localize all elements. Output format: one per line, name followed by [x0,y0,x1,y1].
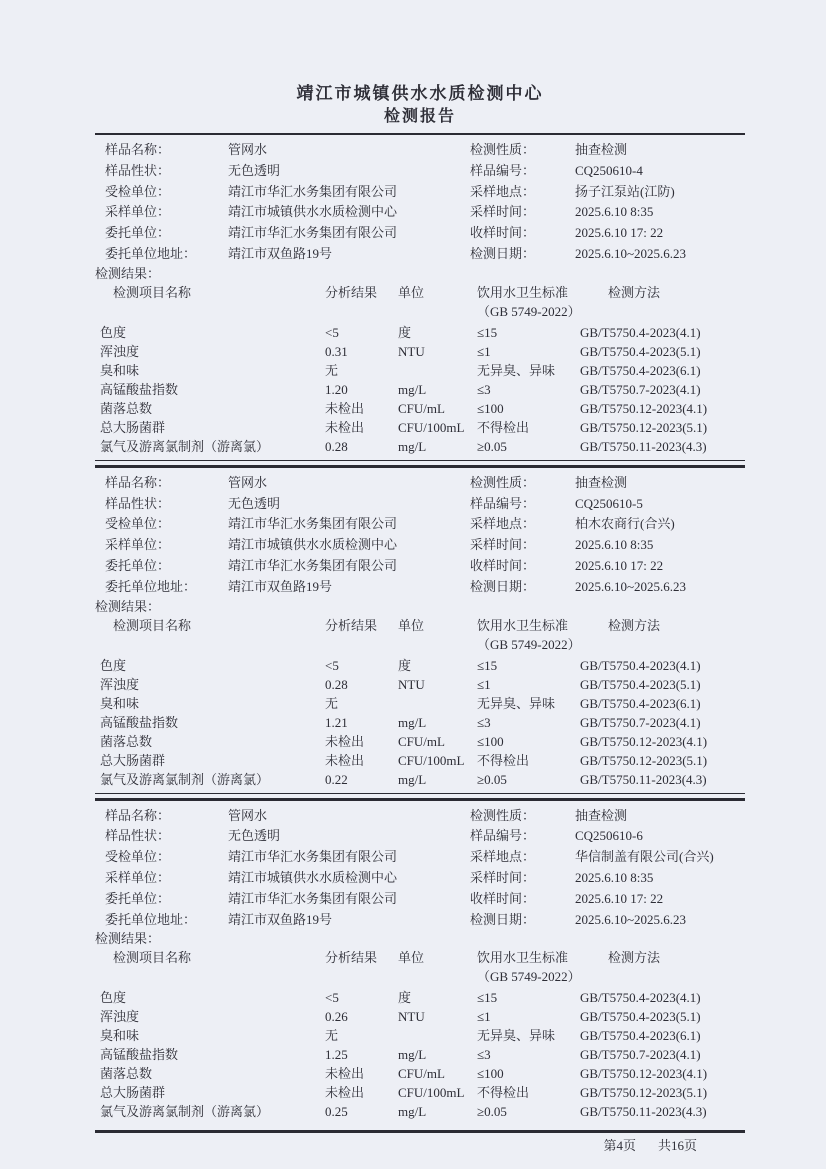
analysis-result: 无 [325,362,339,378]
standard-limit: 不得检出 [477,752,530,768]
sample-info [95,468,745,598]
sample-no-value: CQ250610-4 [575,162,643,178]
entrusting-unit-address-label: 委托单位地址： [105,245,197,261]
results-heading: 检测结果： [95,265,161,281]
analysis-result: <5 [325,657,339,673]
analysis-result: 未检出 [325,733,365,749]
sample-name-value: 管网水 [228,807,268,823]
parameter-name: 浑浊度 [100,1009,140,1025]
parameter-name: 菌落总数 [100,1066,153,1082]
result-row [95,1007,745,1026]
entrusting-unit-value: 靖江市华汇水务集团有限公司 [228,225,398,241]
unit-value: NTU [398,676,425,692]
unit-value: CFU/mL [398,400,445,416]
unit-value: mg/L [398,438,427,454]
entrusting-unit-value: 靖江市华汇水务集团有限公司 [228,890,398,906]
parameter-name: 臭和味 [100,362,140,378]
report-title: 检测报告 [383,108,456,125]
standard-limit: ≥0.05 [477,1104,507,1120]
results-table [95,616,745,794]
result-row [95,1064,745,1083]
test-date-label: 检测日期： [470,911,536,927]
sampling-unit-value: 靖江市城镇供水水质检测中心 [228,204,398,220]
unit-value: 度 [398,324,412,340]
result-row [95,1026,745,1045]
result-row [95,437,745,456]
receiving-time-value: 2025.6.10 17: 22 [575,890,664,906]
org-title: 靖江市城镇供水水质检测中心 [296,84,544,103]
standard-limit: ≥0.05 [477,438,507,454]
test-date-label: 检测日期： [470,245,536,261]
inspected-unit-value: 靖江市华汇水务集团有限公司 [228,516,398,532]
inspected-unit-label: 受检单位： [105,183,171,199]
report-header [95,0,745,135]
sample-appearance-value: 无色透明 [228,828,281,844]
sampling-unit-value: 靖江市城镇供水水质检测中心 [228,869,398,885]
results-table-body [95,656,745,789]
parameter-name: 高锰酸盐指数 [100,381,179,397]
sampling-time-value: 2025.6.10 8:35 [575,204,654,220]
test-method: GB/T5750.4-2023(5.1) [580,343,701,359]
unit-value: mg/L [398,771,427,787]
result-row [95,361,745,380]
sampling-location-label: 采样地点： [470,516,536,532]
col-parameter-header: 检测项目名称 [113,284,192,300]
standard-limit: 无异臭、异味 [477,362,556,378]
test-method: GB/T5750.12-2023(4.1) [580,1066,708,1082]
receiving-time-label: 收样时间： [470,225,536,241]
col-standard-code: （GB 5749-2022） [477,636,581,652]
result-row [95,380,745,399]
result-row [95,1083,745,1102]
standard-limit: ≤1 [477,676,491,692]
sampling-location-value: 华信制盖有限公司(合兴) [575,849,714,865]
sample-name-label: 样品名称： [105,474,171,490]
col-unit-header: 单位 [398,284,425,300]
col-standard-header [477,948,580,986]
inspected-unit-value: 靖江市华汇水务集团有限公司 [228,849,398,865]
result-row [95,1045,745,1064]
report-section [95,801,745,1134]
result-row [95,675,745,694]
unit-value [398,694,477,713]
unit-value: CFU/mL [398,733,445,749]
entrusting-unit-label: 委托单位： [105,890,171,906]
result-row [95,342,745,361]
test-method: GB/T5750.12-2023(5.1) [580,1085,708,1101]
test-method: GB/T5750.4-2023(4.1) [580,657,701,673]
result-row [95,713,745,732]
results-table-header [95,616,745,654]
col-parameter-header: 检测项目名称 [113,617,192,633]
analysis-result: 0.22 [325,771,348,787]
col-standard-code: （GB 5749-2022） [477,303,581,319]
sampling-unit-label: 采样单位： [105,869,171,885]
result-row [95,1102,745,1121]
result-row [95,399,745,418]
result-row [95,770,745,789]
results-heading: 检测结果： [95,931,161,947]
test-method: GB/T5750.4-2023(4.1) [580,324,701,340]
results-table-header [95,948,745,986]
parameter-name: 色度 [100,990,127,1006]
test-date-value: 2025.6.10~2025.6.23 [575,245,687,261]
test-method: GB/T5750.4-2023(6.1) [580,695,701,711]
parameter-name: 氯气及游离氯制剂（游离氯） [100,1104,270,1120]
sample-no-label: 样品编号： [470,162,536,178]
receiving-time-label: 收样时间： [470,557,536,573]
standard-limit: 无异臭、异味 [477,1028,556,1044]
results-heading: 检测结果： [95,598,161,614]
sampling-time-label: 采样时间： [470,204,536,220]
unit-value: CFU/100mL [398,1085,465,1101]
analysis-result: 0.28 [325,676,348,692]
sample-appearance-label: 样品性状： [105,828,171,844]
sampling-unit-value: 靖江市城镇供水水质检测中心 [228,537,398,553]
col-method-header: 检测方法 [608,950,661,966]
unit-value: mg/L [398,1104,427,1120]
parameter-name: 总大肠菌群 [100,1085,166,1101]
analysis-result: 未检出 [325,1085,365,1101]
report-section [95,468,745,801]
test-date-value: 2025.6.10~2025.6.23 [575,911,687,927]
test-method: GB/T5750.12-2023(5.1) [580,419,708,435]
sampling-time-label: 采样时间： [470,869,536,885]
sampling-location-label: 采样地点： [470,849,536,865]
test-method: GB/T5750.12-2023(4.1) [580,400,708,416]
sampling-time-value: 2025.6.10 8:35 [575,537,654,553]
analysis-result: 未检出 [325,752,365,768]
sampling-location-label: 采样地点： [470,183,536,199]
col-standard-code: （GB 5749-2022） [477,969,581,985]
test-method: GB/T5750.4-2023(4.1) [580,990,701,1006]
analysis-result: 0.31 [325,343,348,359]
test-date-value: 2025.6.10~2025.6.23 [575,578,687,594]
footer-page-number: 第4页 [603,1138,636,1154]
unit-value [398,361,477,380]
analysis-result: 0.28 [325,438,348,454]
col-unit-header: 单位 [398,617,425,633]
unit-value: mg/L [398,1047,427,1063]
test-nature-label: 检测性质： [470,474,536,490]
parameter-name: 色度 [100,657,127,673]
unit-value: 度 [398,990,412,1006]
test-method: GB/T5750.11-2023(4.3) [580,1104,707,1120]
test-date-label: 检测日期： [470,578,536,594]
col-method-header: 检测方法 [608,284,661,300]
unit-value: mg/L [398,381,427,397]
unit-value: CFU/100mL [398,419,465,435]
parameter-name: 臭和味 [100,1028,140,1044]
test-method: GB/T5750.12-2023(4.1) [580,733,708,749]
inspected-unit-value: 靖江市华汇水务集团有限公司 [228,183,398,199]
entrusting-unit-address-value: 靖江市双鱼路19号 [228,578,333,594]
sampling-location-value: 扬子江泵站(江防) [575,183,675,199]
parameter-name: 菌落总数 [100,400,153,416]
test-method: GB/T5750.4-2023(5.1) [580,1009,701,1025]
standard-limit: ≥0.05 [477,771,507,787]
analysis-result: 无 [325,695,339,711]
results-table [95,283,745,461]
col-parameter-header: 检测项目名称 [113,950,192,966]
receiving-time-value: 2025.6.10 17: 22 [575,557,664,573]
receiving-time-label: 收样时间： [470,890,536,906]
result-row [95,988,745,1007]
analysis-result: 1.25 [325,1047,348,1063]
unit-value: CFU/mL [398,1066,445,1082]
analysis-result: <5 [325,324,339,340]
page-footer [95,1136,745,1156]
result-row [95,656,745,675]
sampling-time-value: 2025.6.10 8:35 [575,869,654,885]
parameter-name: 菌落总数 [100,733,153,749]
test-nature-value: 抽查检测 [575,807,628,823]
analysis-result: 未检出 [325,400,365,416]
standard-limit: ≤1 [477,1009,491,1025]
standard-limit: ≤100 [477,1066,504,1082]
col-standard-title: 饮用水卫生标准 [477,950,569,966]
unit-value: mg/L [398,714,427,730]
sample-name-value: 管网水 [228,474,268,490]
test-nature-value: 抽查检测 [575,474,628,490]
test-method: GB/T5750.7-2023(4.1) [580,714,701,730]
standard-limit: ≤15 [477,324,498,340]
sample-no-label: 样品编号： [470,828,536,844]
col-unit-header: 单位 [398,950,425,966]
analysis-result: <5 [325,990,339,1006]
parameter-name: 浑浊度 [100,343,140,359]
analysis-result: 0.25 [325,1104,348,1120]
parameter-name: 氯气及游离氯制剂（游离氯） [100,438,270,454]
parameter-name: 高锰酸盐指数 [100,1047,179,1063]
test-nature-label: 检测性质： [470,142,536,157]
result-row [95,694,745,713]
receiving-time-value: 2025.6.10 17: 22 [575,225,664,241]
entrusting-unit-label: 委托单位： [105,557,171,573]
test-method: GB/T5750.11-2023(4.3) [580,438,707,454]
entrusting-unit-address-value: 靖江市双鱼路19号 [228,911,333,927]
sampling-unit-label: 采样单位： [105,537,171,553]
unit-value: CFU/100mL [398,752,465,768]
inspected-unit-label: 受检单位： [105,849,171,865]
test-nature-value: 抽查检测 [575,142,628,157]
result-row [95,751,745,770]
standard-limit: ≤15 [477,990,498,1006]
analysis-result: 无 [325,1028,339,1044]
test-method: GB/T5750.7-2023(4.1) [580,381,701,397]
unit-value: NTU [398,343,425,359]
sample-no-value: CQ250610-5 [575,495,643,511]
col-standard-header [477,616,580,654]
sample-name-value: 管网水 [228,142,268,157]
result-row [95,418,745,437]
unit-value: 度 [398,657,412,673]
parameter-name: 高锰酸盐指数 [100,714,179,730]
col-result-header: 分析结果 [325,617,378,633]
analysis-result: 1.20 [325,381,348,397]
standard-limit: ≤3 [477,1047,491,1063]
test-method: GB/T5750.4-2023(5.1) [580,676,701,692]
analysis-result: 未检出 [325,1066,365,1082]
results-table [95,948,745,1130]
parameter-name: 浑浊度 [100,676,140,692]
test-method: GB/T5750.4-2023(6.1) [580,1028,701,1044]
parameter-name: 氯气及游离氯制剂（游离氯） [100,771,270,787]
col-standard-title: 饮用水卫生标准 [477,617,569,633]
inspected-unit-label: 受检单位： [105,516,171,532]
parameter-name: 臭和味 [100,695,140,711]
test-method: GB/T5750.12-2023(5.1) [580,752,708,768]
standard-limit: ≤15 [477,657,498,673]
parameter-name: 色度 [100,324,127,340]
footer-total-pages: 共16页 [657,1138,697,1154]
report-section [95,135,745,468]
sampling-location-value: 柏木农商行(合兴) [575,516,675,532]
col-method-header: 检测方法 [608,617,661,633]
col-standard-title: 饮用水卫生标准 [477,284,569,300]
standard-limit: 无异臭、异味 [477,695,556,711]
standard-limit: ≤1 [477,343,491,359]
standard-limit: ≤3 [477,714,491,730]
analysis-result: 1.21 [325,714,348,730]
results-table-body [95,988,745,1121]
sample-no-label: 样品编号： [470,495,536,511]
entrusting-unit-value: 靖江市华汇水务集团有限公司 [228,557,398,573]
results-table-header [95,283,745,321]
sample-name-label: 样品名称： [105,142,171,157]
result-row [95,323,745,342]
parameter-name: 总大肠菌群 [100,752,166,768]
report-page [95,0,745,1156]
col-standard-header [477,283,580,321]
sample-appearance-label: 样品性状： [105,162,171,178]
sampling-time-label: 采样时间： [470,537,536,553]
test-method: GB/T5750.4-2023(6.1) [580,362,701,378]
entrusting-unit-label: 委托单位： [105,225,171,241]
sample-no-value: CQ250610-6 [575,828,643,844]
standard-limit: ≤3 [477,381,491,397]
result-row [95,732,745,751]
parameter-name: 总大肠菌群 [100,419,166,435]
standard-limit: ≤100 [477,733,504,749]
sampling-unit-label: 采样单位： [105,204,171,220]
standard-limit: 不得检出 [477,1085,530,1101]
sample-appearance-value: 无色透明 [228,162,281,178]
sample-appearance-label: 样品性状： [105,495,171,511]
analysis-result: 0.26 [325,1009,348,1025]
test-method: GB/T5750.11-2023(4.3) [580,771,707,787]
sample-info [95,135,745,265]
standard-limit: ≤100 [477,400,504,416]
entrusting-unit-address-label: 委托单位地址： [105,911,197,927]
unit-value: NTU [398,1009,425,1025]
entrusting-unit-address-value: 靖江市双鱼路19号 [228,245,333,261]
unit-value [398,1026,477,1045]
standard-limit: 不得检出 [477,419,530,435]
sample-info [95,801,745,931]
test-nature-label: 检测性质： [470,807,536,823]
results-table-body [95,323,745,456]
sections-container [95,135,745,1133]
col-result-header: 分析结果 [325,284,378,300]
test-method: GB/T5750.7-2023(4.1) [580,1047,701,1063]
sample-name-label: 样品名称： [105,807,171,823]
analysis-result: 未检出 [325,419,365,435]
entrusting-unit-address-label: 委托单位地址： [105,578,197,594]
sample-appearance-value: 无色透明 [228,495,281,511]
col-result-header: 分析结果 [325,950,378,966]
